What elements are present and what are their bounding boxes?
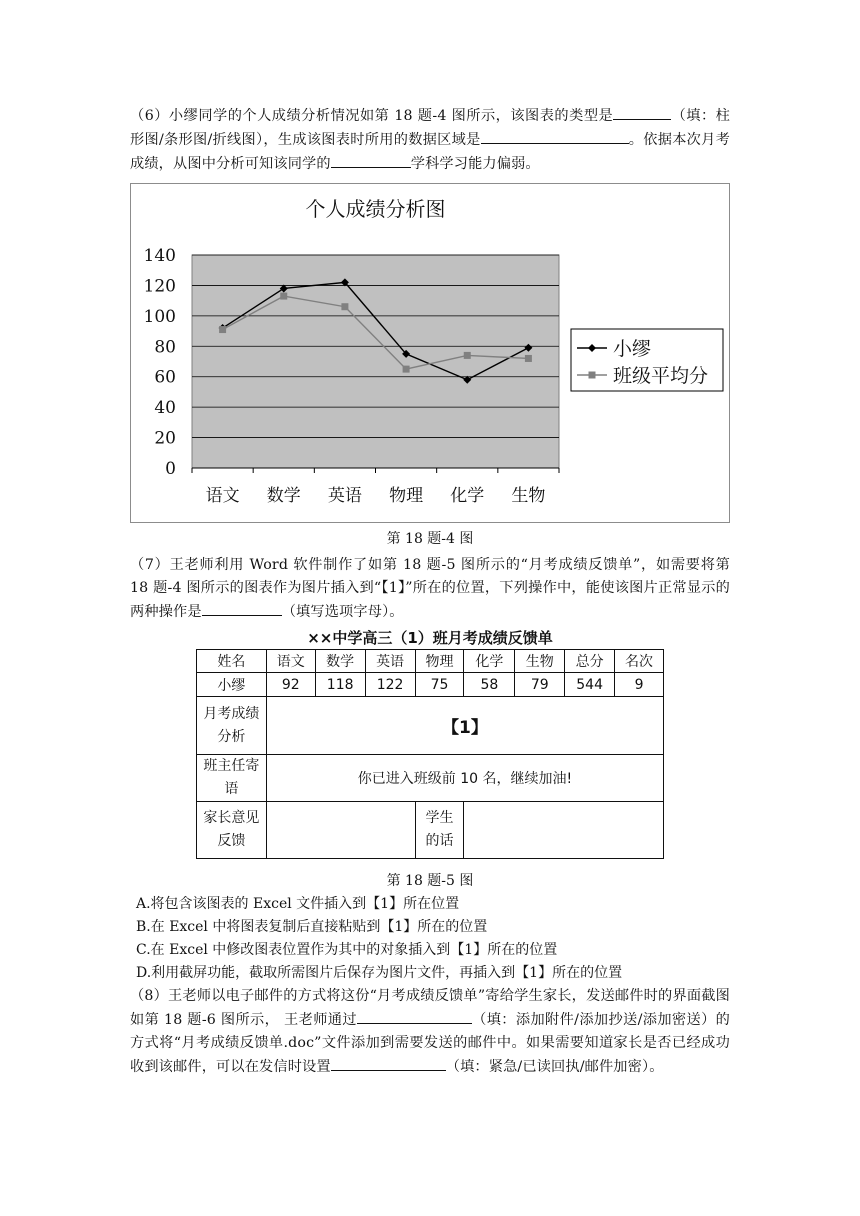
teacher-message: 你已进入班级前 10 名，继续加油! bbox=[266, 755, 663, 802]
q8-text-c: （填：紧急/已读回执/邮件加密）。 bbox=[445, 1059, 664, 1075]
header-row bbox=[197, 650, 664, 673]
answer-blank-subject[interactable] bbox=[331, 152, 411, 168]
teacher-label: 班主任寄语 bbox=[197, 755, 267, 802]
answer-blank-operations[interactable] bbox=[202, 600, 282, 616]
option-a: A.将包含该图表的 Excel 文件插入到【1】所在位置 bbox=[136, 896, 460, 912]
legend-label: 小缪 bbox=[613, 338, 652, 360]
score-cell: 58 bbox=[464, 673, 515, 697]
header-cell: 语文 bbox=[266, 650, 315, 673]
header-cell: 名次 bbox=[615, 650, 664, 673]
y-tick-label: 120 bbox=[143, 276, 176, 297]
option-b: B.在 Excel 中将图表复制后直接粘贴到【1】所在的位置 bbox=[136, 919, 488, 935]
y-tick-label: 0 bbox=[165, 459, 176, 479]
x-tick-label: 语文 bbox=[205, 486, 240, 506]
q6-lead: （6）小缪同学的个人成绩分析情况如第 18 题-4 图所示，该图表的类型是 bbox=[130, 108, 614, 124]
answer-blank-data-range[interactable] bbox=[481, 128, 629, 144]
q7-text-b: （填写选项字母）。 bbox=[281, 604, 404, 620]
score-cell: 122 bbox=[365, 673, 415, 697]
x-tick-label: 英语 bbox=[327, 486, 362, 506]
data-point bbox=[280, 293, 287, 300]
y-tick-label: 40 bbox=[154, 398, 176, 419]
analysis-label: 月考成绩分析 bbox=[197, 697, 267, 755]
header-cell: 数学 bbox=[315, 650, 365, 673]
answer-blank-chart-type[interactable] bbox=[613, 104, 671, 120]
legend-marker bbox=[589, 372, 596, 379]
y-tick-label: 100 bbox=[143, 306, 176, 327]
legend-label: 班级平均分 bbox=[613, 365, 709, 387]
question-7 bbox=[130, 554, 730, 624]
answer-blank-attachment[interactable] bbox=[357, 1008, 472, 1024]
parent-feedback-cell[interactable] bbox=[266, 802, 415, 859]
student-label: 学生的话 bbox=[415, 802, 464, 859]
header-cell: 姓名 bbox=[197, 650, 267, 673]
header-cell: 物理 bbox=[415, 650, 464, 673]
x-tick-label: 物理 bbox=[389, 486, 424, 506]
analysis-row bbox=[197, 697, 664, 755]
header-cell: 化学 bbox=[464, 650, 515, 673]
feedback-sheet-title: ××中学高三（1）班月考成绩反馈单 bbox=[307, 629, 553, 647]
header-cell: 生物 bbox=[515, 650, 565, 673]
q7-text-a: （7）王老师利用 Word 软件制作了如第 18 题-5 图所示的“月考成绩反馈单”，如需要将第 18 题-4 图所示的图表作为图片插入到“【1】”所在的位置，下列操作中，能使该图片正常显示的两种操作是 bbox=[130, 557, 730, 620]
x-tick-label: 数学 bbox=[266, 486, 301, 506]
y-tick-label: 80 bbox=[154, 337, 176, 358]
score-cell: 9 bbox=[615, 673, 664, 697]
data-point bbox=[403, 366, 410, 373]
feedback-table bbox=[196, 649, 664, 859]
teacher-row bbox=[197, 755, 664, 802]
q6-mid2: 。依据本次月考成绩，从图中分析可知该同学的 bbox=[130, 132, 730, 172]
x-tick-label: 化学 bbox=[450, 486, 485, 506]
score-cell: 75 bbox=[415, 673, 464, 697]
data-point bbox=[464, 352, 471, 359]
score-cell: 92 bbox=[266, 673, 315, 697]
data-point bbox=[341, 303, 348, 310]
y-tick-label: 140 bbox=[143, 246, 176, 266]
header-cell: 总分 bbox=[565, 650, 615, 673]
chart-canvas bbox=[131, 184, 729, 522]
y-tick-label: 60 bbox=[154, 367, 176, 388]
header-cell: 英语 bbox=[365, 650, 415, 673]
answer-blank-receipt[interactable] bbox=[331, 1055, 446, 1071]
q8-text-a: （8）王老师以电子邮件的方式将这份“月考成绩反馈单”寄给学生家长，发送邮件时的界面截图如第 18 题-6 图所示， 王老师通过 bbox=[130, 988, 730, 1028]
figure-4-caption: 第 18 题-4 图 bbox=[386, 531, 474, 547]
score-analysis-chart bbox=[130, 183, 730, 523]
x-tick-label: 生物 bbox=[511, 486, 546, 506]
parent-row bbox=[197, 802, 664, 859]
question-6 bbox=[130, 104, 730, 176]
q8-text-b: （填：添加附件/添加抄送/添加密送）的方式将“月考成绩反馈单.doc”文件添加到需要发送的邮件中。如果需要知道家长是否已经成功收到该邮件，可以在发信时设置 bbox=[130, 1012, 730, 1075]
q6-tail: 学科学习能力偏弱。 bbox=[410, 156, 540, 172]
chart-placeholder: 【1】 bbox=[266, 697, 663, 755]
score-cell: 79 bbox=[515, 673, 565, 697]
question-8 bbox=[130, 985, 730, 1079]
parent-label: 家长意见反馈 bbox=[197, 802, 267, 859]
score-cell: 118 bbox=[315, 673, 365, 697]
option-c: C.在 Excel 中修改图表位置作为其中的对象插入到【1】所在的位置 bbox=[136, 942, 558, 958]
q6-mid1: （填：柱形图/条形图/折线图），生成该图表时所用的数据区域是 bbox=[130, 108, 730, 148]
option-d: D.利用截屏功能，截取所需图片后保存为图片文件，再插入到【1】所在的位置 bbox=[136, 965, 623, 981]
y-tick-label: 20 bbox=[154, 428, 176, 449]
chart-title: 个人成绩分析图 bbox=[305, 197, 446, 221]
score-cell: 小缪 bbox=[197, 673, 267, 697]
figure-5-caption: 第 18 题-5 图 bbox=[386, 873, 474, 889]
plot-area bbox=[192, 255, 559, 468]
score-row bbox=[197, 673, 664, 697]
data-point bbox=[219, 326, 226, 333]
score-cell: 544 bbox=[565, 673, 615, 697]
student-words-cell[interactable] bbox=[464, 802, 664, 859]
data-point bbox=[525, 355, 532, 362]
